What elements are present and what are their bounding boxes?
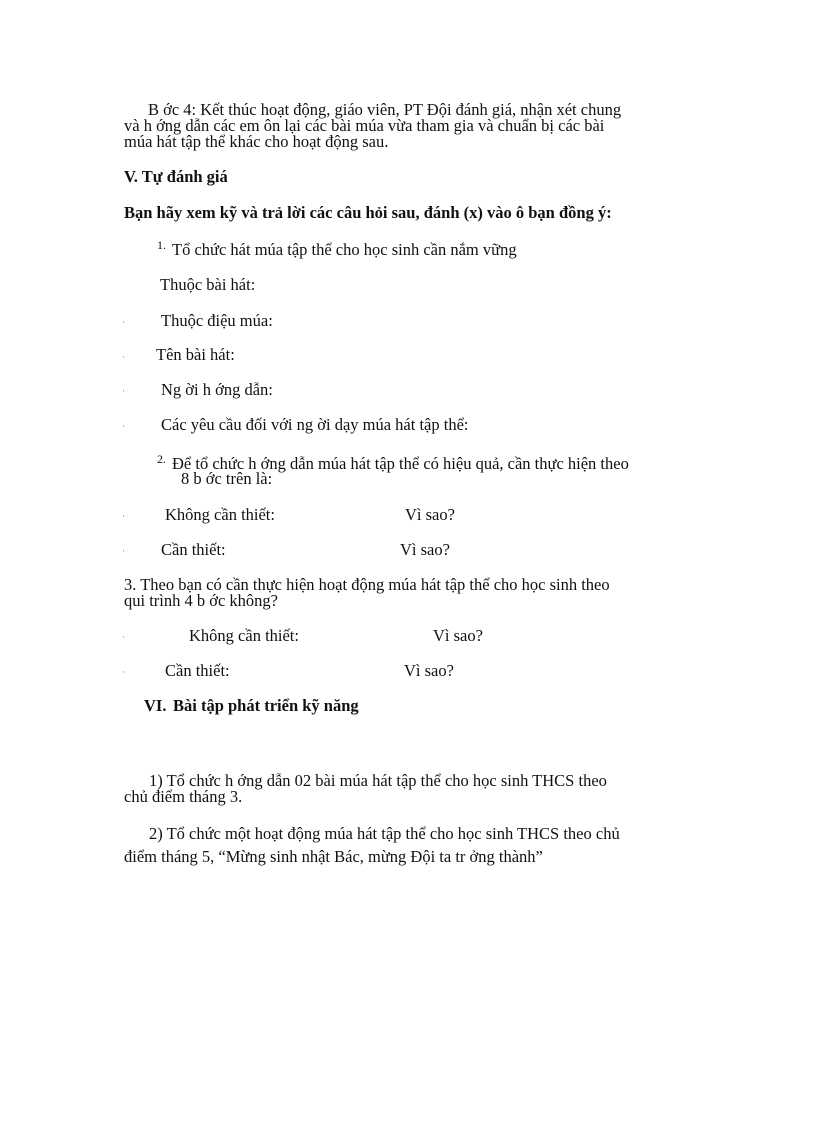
q2-option-not-needed-why: Vì sao? [405,505,455,524]
q2-line-1: Để tổ chức h ớng dẫn múa hát tập thể có hiệu quả, cần thực hiện theo [172,454,629,473]
q1-option-5: Các yêu cầu đối với ng ời dạy múa hát tập thể: [161,415,469,434]
q2-number: 2. [157,452,166,466]
section-5-instruction: Bạn hãy xem kỹ và trả lời các câu hỏi sau, đánh (x) vào ô bạn đồng ý: [124,203,612,222]
exercise-2-line-2: điểm tháng 5, “Mừng sinh nhật Bác, mừng Đội ta tr ởng thành” [124,847,543,866]
q3-option-not-needed-why: Vì sao? [433,626,483,645]
exercise-2-line-1: 2) Tổ chức một hoạt động múa hát tập thể cho học sinh THCS theo chủ [149,824,620,843]
bullet-mark: · [122,632,125,642]
section-6-heading: Bài tập phát triển kỹ năng [173,696,359,715]
step4-line-3: múa hát tập thể khác cho hoạt động sau. [124,132,389,151]
bullet-mark: · [122,511,125,521]
bullet-mark: · [122,421,125,431]
exercise-1-line-2: chủ điểm tháng 3. [124,787,243,806]
q2-line-2: 8 b ớc trên là: [181,469,273,488]
q2-option-needed: Cần thiết: [161,540,226,559]
bullet-mark: · [122,317,125,327]
q1-number: 1. [157,238,166,252]
q3-line-2: qui trình 4 b ớc không? [124,591,278,610]
q1-text: Tổ chức hát múa tập thể cho học sinh cần nắm vững [172,240,517,259]
q3-option-needed-why: Vì sao? [404,661,454,680]
bullet-mark: · [122,352,125,362]
step4-line-1: B ớc 4: Kết thúc hoạt động, giáo viên, PT Đội đánh giá, nhận xét chung [148,100,622,119]
q2-option-needed-why: Vì sao? [400,540,450,559]
section-5-heading: V. Tự đánh giá [124,167,228,186]
q3-option-not-needed: Không cần thiết: [189,626,299,645]
q2-option-not-needed: Không cần thiết: [165,505,275,524]
bullet-mark: · [122,667,125,677]
q1-option-1: Thuộc bài hát: [160,275,256,294]
bullet-mark: · [122,546,125,556]
q3-option-needed: Cần thiết: [165,661,230,680]
section-6-number: VI. [144,696,167,715]
q1-option-4: Ng ời h ớng dẫn: [161,380,273,399]
q1-option-2: Thuộc điệu múa: [161,311,273,330]
exercise-1-line-1: 1) Tổ chức h ớng dẫn 02 bài múa hát tập thể cho học sinh THCS theo [149,771,607,790]
bullet-mark: · [122,386,125,396]
step4-line-2: và h ớng dẫn các em ôn lại các bài múa vừa tham gia và chuẩn bị các bài [124,116,605,135]
q1-option-3: Tên bài hát: [156,345,235,364]
q3-line-1: 3. Theo bạn có cần thực hiện hoạt động múa hát tập thể cho học sinh theo [124,575,610,594]
